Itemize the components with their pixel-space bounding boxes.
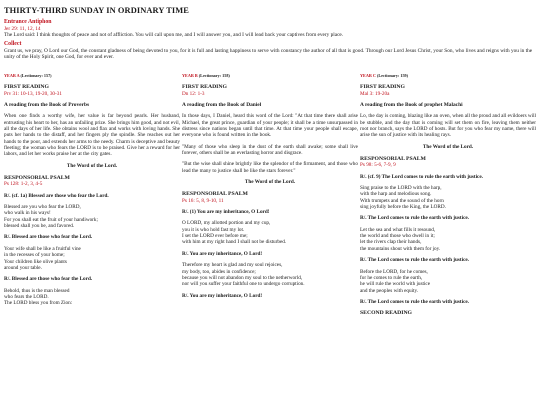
page-title: THIRTY-THIRD SUNDAY IN ORDINARY TIME (4, 6, 189, 15)
verse-line: For you shall eat the fruit of your handiwork; (4, 216, 98, 223)
year-label: YEAR C (360, 72, 376, 78)
second-reading-label: SECOND READING (360, 310, 412, 317)
verse-line: around your table. (4, 264, 42, 271)
verse-line: Let the sea and what fills it resound, (360, 226, 436, 233)
refrain: R/. You are my inheritance, O Lord! (182, 250, 263, 257)
column-year-b (182, 73, 358, 317)
lectionary-number: (Lectionary: 159) (376, 72, 409, 78)
reading-paragraph: Lo, the day is coming, blazing like an oven, when all the proud and all evildoers will be stubble, and the day that is coming will set them on fire, leaving them neither root nor branch, says the LORD of hosts. But for you who fear my name, there will arise the sun of justice with its healing rays. (360, 113, 536, 139)
psalm-ref: Ps 98: 5-6, 7-9, 9 (360, 162, 396, 169)
refrain: R/. Blessed are those who fear the Lord. (4, 234, 93, 241)
psalm-label: RESPONSORIAL PSALM (360, 155, 426, 162)
psalm-ref: Ps 128: 1-2, 3, 4-5 (4, 181, 43, 188)
refrain: R/. Blessed are those who fear the Lord. (4, 276, 93, 283)
verse-line: Blessed are you who fear the LORD, (4, 204, 81, 211)
verse-line: sing joyfully before the King, the LORD. (360, 204, 446, 211)
collect-label: Collect (4, 41, 22, 48)
verse-line: The LORD bless you from Zion: (4, 300, 73, 307)
lectionary-number: (Lectionary: 158) (198, 72, 230, 78)
verse-line: With trumpets and the sound of the horn (360, 197, 444, 204)
verse-line: nor will you suffer your faithful one to undergo corruption. (182, 281, 305, 288)
year-heading (4, 73, 180, 79)
reading-paragraph: When one finds a worthy wife, her value is far beyond pearls. Her husband, entrusting his heart to her, has an unfailing prize. She brings him good, and not evil, all the days of her life. She obtains wool and flax and works with loving hands. She puts her hands to the distaff, and her fingers ply the spindle. She reaches out her hands to the poor, and extends her arms to the needy. Charm is deceptive and beauty fleeting; the woman who fears the LORD is to be praised. Give her a reward for her labors, and let her works praise her at the city gates. (4, 113, 180, 158)
psalm-response: R/. (cf. 1a) Blessed are those who fear the Lord. (4, 192, 109, 199)
reading-paragraph: In those days, I Daniel, heard this word of the Lord: "At that time there shall arise Michael, the great prince, guardian of your people; it shall be a time unsurpassed in distress since nations began until that time. At that time your people shall escape, everyone who is found written in the book. (182, 113, 358, 139)
reading-label: FIRST READING (4, 84, 49, 91)
column-year-a (4, 73, 180, 317)
stanza (360, 185, 536, 210)
reading-book: A reading from the Book of prophet Malachi (360, 101, 463, 108)
refrain: R/. You are my inheritance, O Lord! (182, 292, 263, 299)
psalm-label: RESPONSORIAL PSALM (182, 191, 248, 198)
collect-text: Grant us, we pray, O Lord our God, the constant gladness of being devoted to you, for it is full and lasting happiness to serve with constancy the author of all that is good. Through our Lord Jesus Christ, your Son, who lives and reigns with you in the unity of the Holy Spirit, one God, for ever and ever. (4, 48, 533, 61)
verse-line: O LORD, my allotted portion and my cup, (182, 220, 271, 227)
entrance-ref: Jer 29: 11, 12, 14 (4, 25, 41, 32)
lectionary-number: (Lectionary: 157) (20, 72, 52, 78)
year-label: YEAR A (4, 72, 20, 78)
verse-line: for he comes to rule the earth, (360, 274, 423, 281)
verse-line: with the harp and melodious song. (360, 191, 432, 198)
verse-line: Your children like olive plants (4, 258, 67, 265)
stanza (360, 227, 536, 252)
stanza (182, 262, 358, 287)
psalm-ref: Ps 16: 5, 8, 9-10, 11 (182, 197, 224, 204)
verse-line: who fears the LORD. (4, 293, 49, 300)
verse-line: he will rule the world with justice (360, 281, 431, 288)
reading-ref: Prv 31: 10-13, 19-20, 30-31 (4, 90, 62, 97)
year-label: YEAR B (182, 72, 198, 78)
year-columns (4, 73, 536, 317)
verse-line: let the rivers clap their hands, (360, 239, 422, 246)
year-heading (360, 73, 536, 79)
refrain: R/. The Lord comes to rule the earth with justice. (360, 215, 469, 222)
word-of-lord: The Word of the Lord. (66, 162, 118, 169)
year-heading (182, 73, 358, 79)
entrance-antiphon (4, 19, 536, 38)
verse-line: Your wife shall be like a fruitful vine (4, 245, 81, 252)
column-year-c (360, 73, 536, 317)
refrain: R/. The Lord comes to rule the earth with justice. (360, 257, 469, 264)
psalm-label: RESPONSORIAL PSALM (4, 175, 70, 181)
reading-book: A reading from the Book of Daniel (182, 101, 262, 108)
reading-label: FIRST READING (360, 84, 405, 91)
stanza (4, 288, 180, 307)
verse-line: Before the LORD, for he comes, (360, 268, 428, 275)
verse-line: Sing praise to the LORD with the harp, (360, 185, 442, 192)
word-of-lord: The Word of the Lord. (244, 179, 296, 185)
verse-line: my body, too, abides in confidence; (182, 268, 256, 275)
verse-line: the mountains shout with them for joy. (360, 245, 441, 252)
verse-line: with him at my right hand I shall not be disturbed. (182, 239, 287, 246)
verse-line: Therefore my heart is glad and my soul rejoices, (182, 262, 283, 269)
reading-ref: Dn 12: 1-3 (182, 90, 205, 97)
entrance-text: The Lord said: I think thoughts of peace and not of affliction. You will call upon me, and I will answer you, and I will lead back your captives from every place. (4, 32, 344, 38)
word-of-lord: The Word of the Lord. (422, 143, 474, 150)
reading-paragraph: "Many of those who sleep in the dust of the earth shall awake; some shall live forever, others shall be an everlasting horror and disgrace. (182, 143, 358, 156)
reading-ref: Mal 3: 19-20a (360, 90, 390, 97)
reading-book: A reading from the Book of Proverbs (4, 101, 90, 108)
collect-section (4, 41, 536, 60)
stanza (4, 204, 180, 229)
verse-line: and the peoples with equity. (360, 287, 419, 294)
verse-line: the world and those who dwell in it; (360, 233, 435, 240)
stanza (4, 246, 180, 271)
verse-line: you it is who hold fast my lot. (182, 226, 245, 233)
reading-paragraph: "But the wise shall shine brightly like the splendor of the firmament, and those who lead the many to justice shall be like the stars forever." (182, 161, 358, 174)
psalm-response: R/. (1) You are my inheritance, O Lord! (182, 209, 270, 216)
verse-line: because you will not abandon my soul to the netherworld, (182, 274, 303, 281)
verse-line: I set the LORD ever before me; (182, 233, 248, 240)
psalm-response: R/. (cf. 9) The Lord comes to rule the earth with justice. (360, 173, 483, 180)
refrain: R/. The Lord comes to rule the earth with justice. (360, 298, 469, 305)
verse-line: Behold, thus is the man blessed (4, 287, 70, 294)
verse-line: in the recesses of your home; (4, 252, 65, 259)
stanza (360, 269, 536, 294)
verse-line: who walk in his ways! (4, 210, 51, 217)
entrance-label: Entrance Antiphon (4, 19, 52, 25)
verse-line: blessed shall you be, and favored. (4, 223, 75, 230)
reading-label: FIRST READING (182, 84, 227, 91)
stanza (182, 220, 358, 245)
